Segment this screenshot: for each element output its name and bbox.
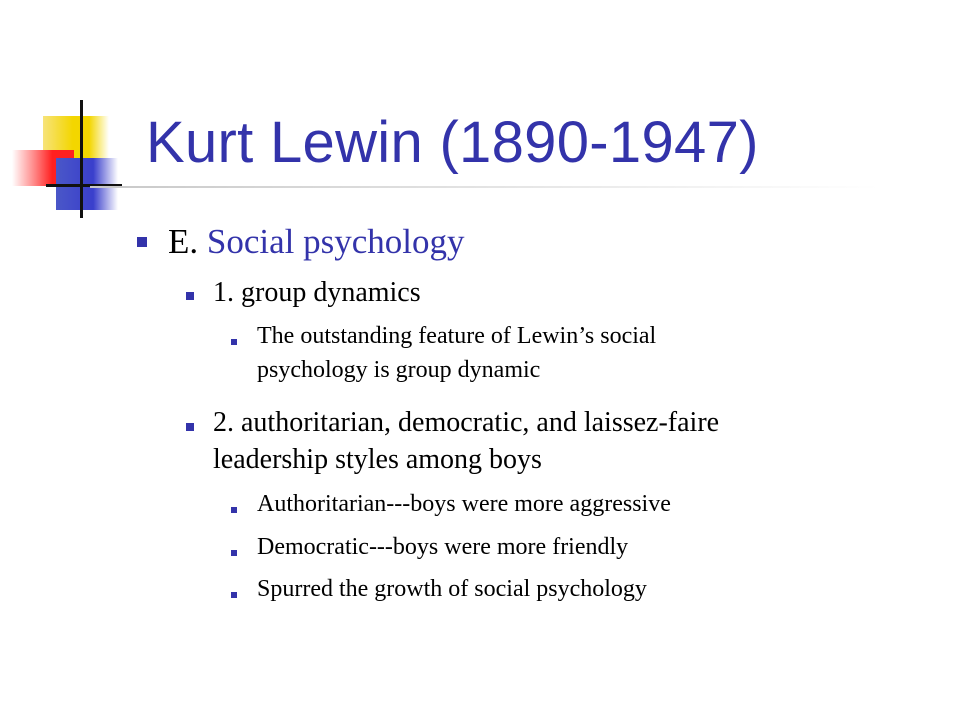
logo-vertical-line <box>80 100 83 218</box>
bullet-level2 <box>186 423 194 431</box>
bullet-level3 <box>231 339 237 345</box>
bullet-level1 <box>137 237 147 247</box>
bullet-level3 <box>231 592 237 598</box>
item-group-dynamics: 1. group dynamics <box>213 277 421 308</box>
subitem-spurred-growth: Spurred the growth of social psychology <box>257 576 647 602</box>
section-heading <box>168 222 465 262</box>
title-underline <box>90 186 880 188</box>
section-text: Social psychology <box>206 222 465 261</box>
subitem-group-dynamic-line2: psychology is group dynamic <box>257 357 541 383</box>
bullet-level3 <box>231 507 237 513</box>
section-label: E. <box>168 222 199 261</box>
subitem-group-dynamic-line1: The outstanding feature of Lewin’s social <box>257 323 657 349</box>
bullet-level2 <box>186 292 194 300</box>
subitem-authoritarian: Authoritarian---boys were more aggressive <box>257 491 671 517</box>
decorative-logo <box>0 0 140 230</box>
bullet-level3 <box>231 550 237 556</box>
item-leadership-styles-line1: 2. authoritarian, democratic, and laissez-faire <box>213 407 720 438</box>
subitem-democratic: Democratic---boys were more friendly <box>257 534 629 560</box>
item-leadership-styles-line2: leadership styles among boys <box>213 444 542 475</box>
slide-title: Kurt Lewin (1890-1947) <box>146 110 759 175</box>
